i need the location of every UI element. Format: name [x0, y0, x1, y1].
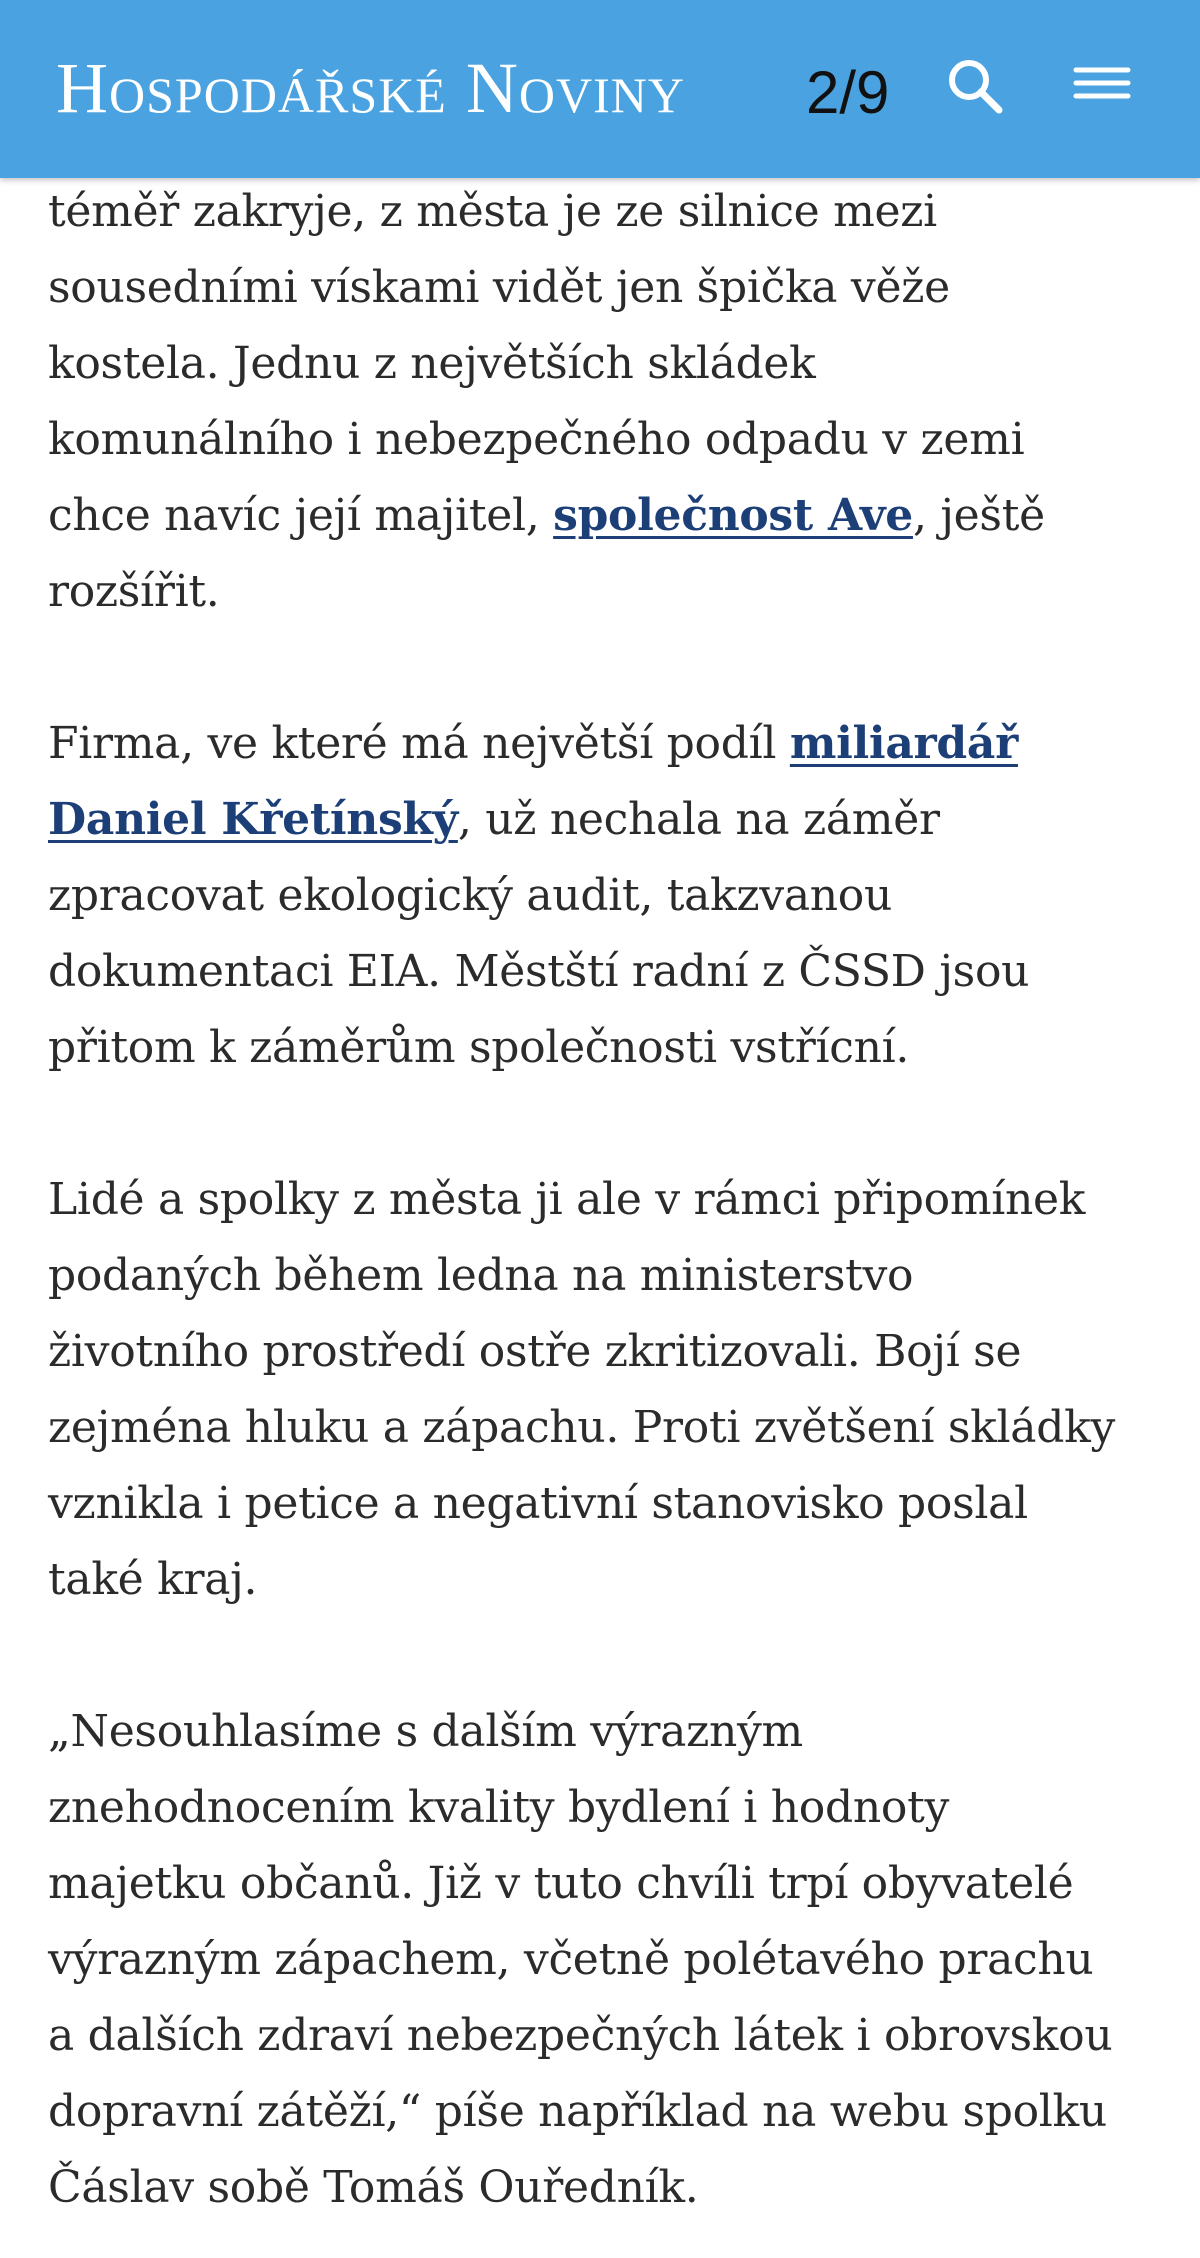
text-segment: , už nechala na záměr — [457, 794, 940, 845]
text-line: výrazným zápachem, včetně polétavého prachu — [48, 1934, 1094, 1985]
text-line: „Nesouhlasíme s dalším výrazným — [48, 1706, 803, 1757]
search-button[interactable] — [935, 46, 1015, 126]
text-line: sousedními vískami vidět jen špička věže — [48, 262, 950, 313]
text-line: rozšířit. — [48, 566, 220, 617]
article-paragraph-quote — [48, 1694, 1168, 2226]
text-line — [48, 782, 1168, 858]
text-line: přitom k záměrům společnosti vstřícní. — [48, 1022, 910, 1073]
text-segment: chce navíc její majitel, — [48, 490, 554, 541]
text-segment: , ještě — [912, 490, 1045, 541]
text-line: vznikla i petice a negativní stanovisko poslal — [48, 1478, 1028, 1529]
article-paragraph — [48, 174, 1168, 630]
text-line: a dalších zdraví nebezpečných látek i obrovskou — [48, 2010, 1113, 2061]
page-counter: 2/9 — [806, 59, 890, 126]
text-line: zpracovat ekologický audit, takzvanou — [48, 870, 893, 921]
text-line: kostela. Jednu z největších skládek — [48, 338, 816, 389]
menu-icon — [1070, 54, 1134, 118]
text-line: zejména hluku a zápachu. Proti zvětšení skládky — [48, 1402, 1116, 1453]
text-line: dokumentaci EIA. Městští radní z ČSSD jsou — [48, 946, 1030, 997]
link-miliardar-kretinsky[interactable]: Daniel Křetínský — [48, 794, 458, 845]
search-icon — [943, 54, 1007, 118]
text-line: Lidé a spolky z města ji ale v rámci připomínek — [48, 1174, 1086, 1225]
text-line: téměř zakryje, z města je ze silnice mezi — [48, 186, 937, 237]
text-line: životního prostředí ostře zkritizovali. Bojí se — [48, 1326, 1022, 1377]
article-body — [48, 178, 1168, 2226]
text-line: komunálního i nebezpečného odpadu v zemi — [48, 414, 1025, 465]
article-paragraph — [48, 706, 1168, 1086]
text-line — [48, 478, 1168, 554]
text-segment: Firma, ve které má největší podíl — [48, 718, 790, 769]
text-line — [48, 706, 1168, 782]
top-navigation-bar — [0, 0, 1200, 178]
text-line: majetku občanů. Již v tuto chvíli trpí obyvatelé — [48, 1858, 1074, 1909]
article-paragraph — [48, 1162, 1168, 1618]
text-line: znehodnocením kvality bydlení i hodnoty — [48, 1782, 950, 1833]
text-line: Čáslav sobě Tomáš Ouředník. — [48, 2162, 699, 2213]
menu-button[interactable] — [1062, 46, 1142, 126]
text-line: dopravní zátěží,“ píše například na webu spolku — [48, 2086, 1107, 2137]
text-line: podaných během ledna na ministerstvo — [48, 1250, 914, 1301]
link-spolecnost-ave[interactable]: společnost Ave — [553, 490, 913, 541]
site-logo[interactable]: Hospodářské Noviny — [56, 48, 685, 128]
text-line: také kraj. — [48, 1554, 258, 1605]
link-miliardar-kretinsky[interactable]: miliardář — [789, 718, 1018, 769]
